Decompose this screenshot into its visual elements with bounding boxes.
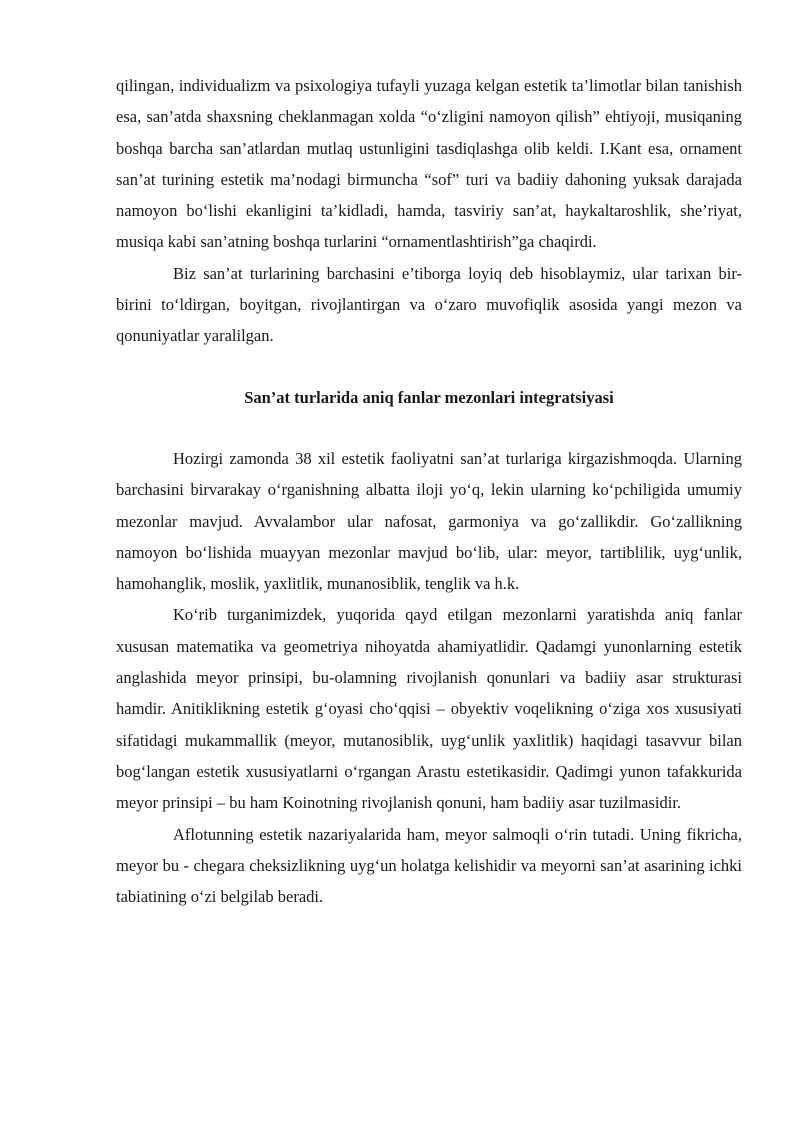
- paragraph-art-types: Biz san’at turlarining barchasini e’tiborga loyiq deb hisoblaymiz, ular tarixan bir-birini to‘ldirgan, boyitgan, rivojlantirgan va o‘zaro muvofiqlik asosida yangi mezon va qonuniyatlar yaralilgan.: [116, 263, 742, 346]
- paragraph-plato: Aflotunning estetik nazariyalarida ham, meyor salmoqli o‘rin tutadi. Uning fikricha, meyor bu - chegara cheksizlikning uyg‘un holatga kelishidir va meyorni san’at asarining ichki tabiatining o‘zi belgilab beradi.: [116, 824, 742, 907]
- paragraph-exact-sciences: Ko‘rib turganimizdek, yuqorida qayd etilgan mezonlarni yaratishda aniq fanlar xususan matematika va geometriya nihoyatda ahamiyatlidir. Qadamgi yunonlarning estetik anglashida meyor prinsipi, bu-olamning rivojlanish qonunlari va badiiy asar strukturasi hamdir. Anitiklikning estetik g‘oyasi cho‘qqisi – obyektiv voqelikning o‘ziga xos xususiyati sifatidagi mukammallik (meyor, mutanosiblik, uyg‘unlik yaxlitlik) haqidagi tasavvur bilan bog‘langan estetik xususiyatlarni o‘rgangan Arastu estetikasidir. Qadimgi yunon tafakkurida meyor prinsipi – bu ham Koinotning rivojlanish qonuni, ham badiiy asar tuzilmasidir.: [116, 605, 742, 813]
- document-page: [116, 70, 742, 912]
- section-heading: San’at turlarida aniq fanlar mezonlari integratsiyasi: [244, 387, 614, 407]
- paragraph-intro-continuation: qilingan, individualizm va psixologiya tufayli yuzaga kelgan estetik ta’limotlar bilan tanishish esa, san’atda shaxsning cheklanmagan xolda “o‘zligini namoyon qilish” ehtiyoji, musiqaning boshqa barcha san’atlardan mutlaq ustunligini tasdiqlashga olib keldi. I.Kant esa, ornament san’at turining estetik ma’nodagi birmuncha “sof” turi va badiiy dahoning yuksak darajada namoyon bo‘lishi ekanligini ta’kidladi, hamda, tasviriy san’at, haykaltaroshlik, she’riyat, musiqa kabi san’atning boshqa turlarini “ornamentlashtirish”ga chaqirdi.: [116, 76, 742, 252]
- paragraph-aesthetic-activities: Hozirgi zamonda 38 xil estetik faoliyatni san’at turlariga kirgazishmoqda. Ularning barchasini birvarakay o‘rganishning albatta iloji yo‘q, lekin ularning ko‘pchiligida umumiy mezonlar mavjud. Avvalambor ular nafosat, garmoniya va go‘zallikdir. Go‘zallikning namoyon bo‘lishida muayyan mezonlar mavjud bo‘lib, ular: meyor, tartiblilik, uyg‘unlik, hamohanglik, moslik, yaxlitlik, munanosiblik, tenglik va h.k.: [116, 448, 742, 594]
